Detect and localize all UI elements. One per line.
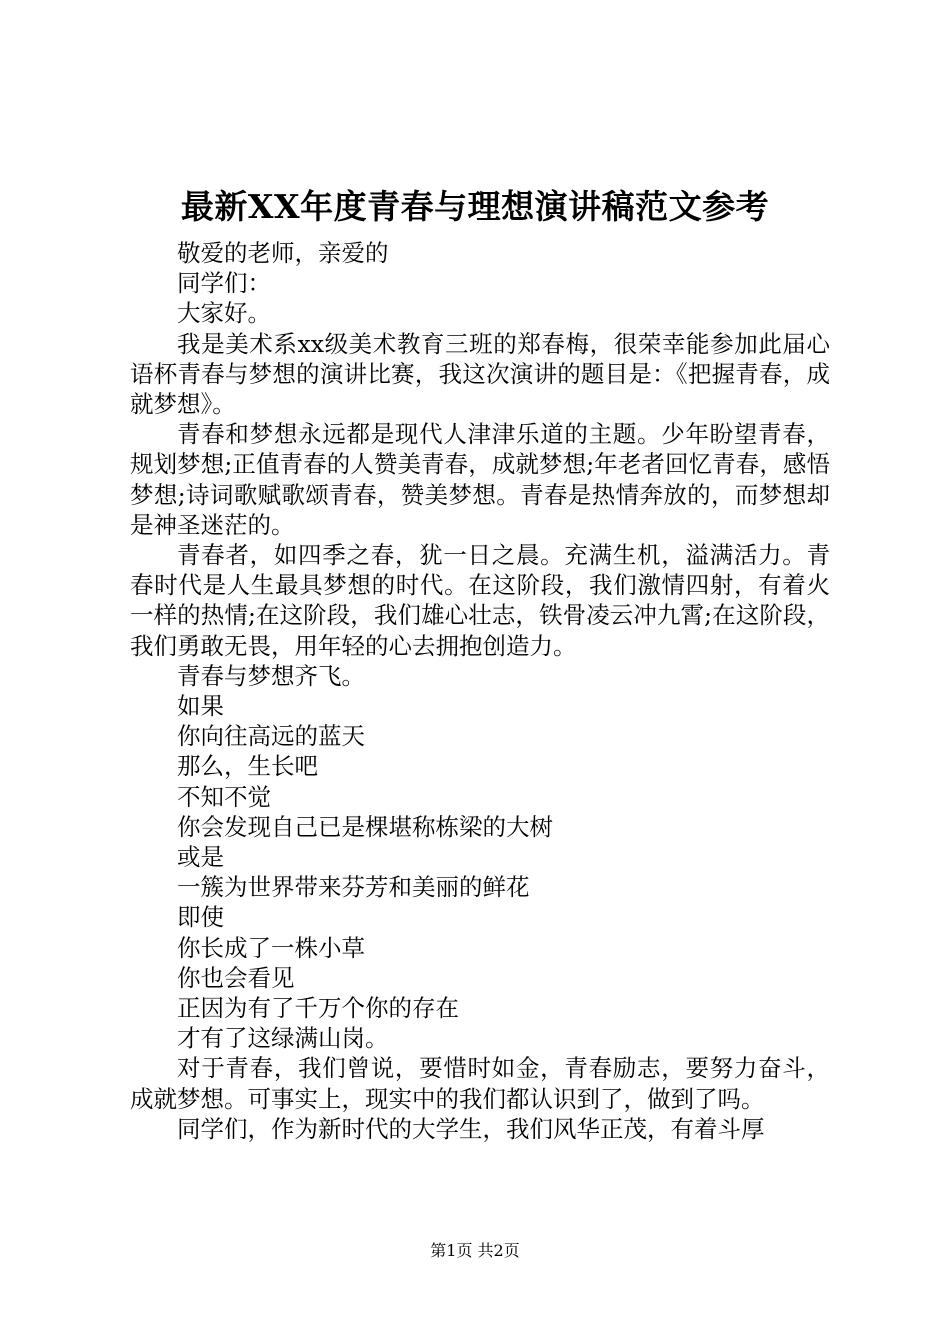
poem-line: 正因为有了千万个你的存在 [177, 994, 459, 1023]
poem-line: 你会发现自己已是棵堪称栋梁的大树 [177, 812, 553, 841]
page-number-footer: 第1页 共2页 [430, 1241, 520, 1260]
poem-line: 一簇为世界带来芬芳和美丽的鲜花 [177, 873, 530, 902]
poem-line: 你也会看见 [177, 963, 295, 992]
paragraph: 青春和梦想永远都是现代人津津乐道的主题。少年盼望青春，规划梦想;正值青春的人赞美青春，成就梦想;年老者回忆青春，感悟梦想;诗词歌赋歌颂青春，赞美梦想。青春是热情奔放的，而梦想却是神圣迷茫的。 [130, 420, 830, 539]
poem-line: 你向往高远的蓝天 [177, 722, 365, 751]
document-title: 最新XX年度青春与理想演讲稿范文参考 [180, 187, 770, 226]
paragraph: 同学们，作为新时代的大学生，我们风华正茂，有着斗厚 [177, 1114, 765, 1143]
paragraph: 青春者，如四季之春，犹一日之晨。充满生机，溢满活力。青春时代是人生最具梦想的时代。在这阶段，我们激情四射，有着火一样的热情;在这阶段，我们雄心壮志，铁骨凌云冲九霄;在这阶段，我们勇敢无畏，用年轻的心去拥抱创造力。 [130, 541, 830, 660]
poem-line: 那么，生长吧 [177, 752, 318, 781]
poem-line: 不知不觉 [177, 782, 271, 811]
poem-line: 如果 [177, 692, 224, 721]
paragraph: 对于青春，我们曾说，要惜时如金，青春励志，要努力奋斗，成就梦想。可事实上，现实中的我们都认识到了，做到了吗。 [130, 1054, 830, 1113]
paragraph: 大家好。 [177, 299, 271, 328]
poem-line: 即使 [177, 903, 224, 932]
document-body [130, 238, 830, 1144]
paragraph: 我是美术系xx级美术教育三班的郑春梅，很荣幸能参加此届心语杯青春与梦想的演讲比赛，我这次演讲的题目是：《把握青春，成就梦想》。 [130, 329, 830, 419]
paragraph: 同学们： [177, 269, 271, 298]
paragraph: 青春与梦想齐飞。 [177, 661, 365, 690]
poem-line: 你长成了一株小草 [177, 933, 365, 962]
paragraph: 敬爱的老师，亲爱的 [177, 239, 389, 267]
poem-line: 才有了这绿满山岗。 [177, 1024, 389, 1053]
poem-line: 或是 [177, 843, 224, 872]
